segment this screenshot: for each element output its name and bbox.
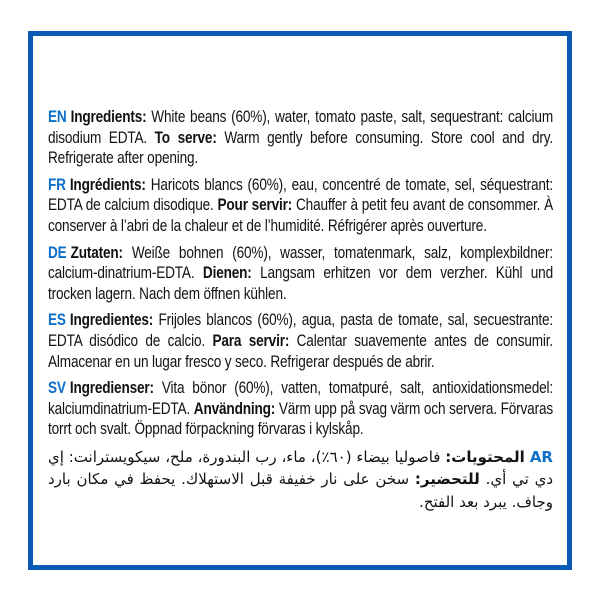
ingredients-section-sv xyxy=(48,378,553,440)
ingredients-section-ar xyxy=(48,446,553,514)
ingredients-label-en: Ingredients: xyxy=(70,107,147,126)
ingredients-body-en: White beans (60%), water, tomato paste, salt, sequestrant: calcium disodium EDTA. xyxy=(48,107,553,147)
serve-body-de: Langsam erhitzen vor dem verzher. Kühl und trocken lagern. Nach dem öffnen kühlen. xyxy=(48,263,553,303)
ingredients-label-fr: Ingrédients: xyxy=(69,174,146,194)
serve-body-ar: سخن على نار خفيفة قبل الاستهلاك. يحفظ في مكان بارد وجاف. يبرد بعد الفتح. xyxy=(48,470,553,511)
ingredients-section-en xyxy=(48,107,553,169)
ingredients-body-de: Weiße bohnen (60%), wasser, tomatenmark, salz, komplexbildner: calcium-dinatrium-EDTA. xyxy=(48,242,553,283)
language-code-en: EN xyxy=(48,107,67,126)
serve-label-fr: Pour servir: xyxy=(217,195,293,215)
serve-body-es: Calentar suavemente antes de consumir. Almacenar en un lugar fresco y seco. Refrigerar después de abrir. xyxy=(48,330,554,371)
ingredients-section-de xyxy=(48,243,553,305)
ingredients-label-sv: Ingredienser: xyxy=(69,378,154,398)
serve-body-fr: Chauffer à petit feu avant de consommer. À conserver à l’abri de la chaleur et de l’humidité. Réfrigérer après ouverture. xyxy=(48,195,554,235)
ingredients-label-de: Zutaten: xyxy=(70,242,123,262)
serve-label-sv: Användning: xyxy=(193,398,276,418)
language-code-de: DE xyxy=(48,242,67,262)
language-code-fr: FR xyxy=(48,174,66,194)
language-code-sv: SV xyxy=(48,378,66,398)
ingredients-body-fr: Haricots blancs (60%), eau, concentré de tomate, sel, séquestrant: EDTA de calcium disodique. xyxy=(48,174,553,215)
ingredients-section-es xyxy=(48,310,553,372)
ingredients-text-area xyxy=(48,107,553,519)
ingredients-body-sv: Vita bönor (60%), vatten, tomatpuré, salt, antioxidationsmedel: kalciumdinatrium-EDTA. xyxy=(48,378,553,418)
language-code-es: ES xyxy=(48,310,66,330)
serve-label-en: To serve: xyxy=(154,127,217,147)
serve-body-sv: Värm upp på svag värm och servera. Förvaras torrt och svalt. Öppnad förpackning förvaras i kylskåp. xyxy=(48,398,553,439)
ingredients-body-ar: فاصوليا بيضاء (٦٠٪)، ماء، رب البندورة، ملح، سيكويسترانت: إي دي تي أي. xyxy=(48,447,553,489)
label-border-frame xyxy=(28,31,572,570)
serve-label-de: Dienen: xyxy=(202,263,252,283)
serve-label-es: Para servir: xyxy=(212,330,290,350)
ingredients-body-es: Frijoles blancos (60%), agua, pasta de tomate, sal, secuestrante: EDTA disódico de calcio. xyxy=(48,310,553,350)
ingredients-label-ar: المحتويات: xyxy=(445,447,525,466)
serve-label-ar: للتحضير: xyxy=(414,470,480,489)
language-code-ar: AR xyxy=(529,447,553,466)
serve-body-en: Warm gently before consuming. Store cool and dry. Refrigerate after opening. xyxy=(48,127,553,168)
ingredients-label-es: Ingredientes: xyxy=(69,310,154,330)
ingredients-section-fr xyxy=(48,175,553,237)
